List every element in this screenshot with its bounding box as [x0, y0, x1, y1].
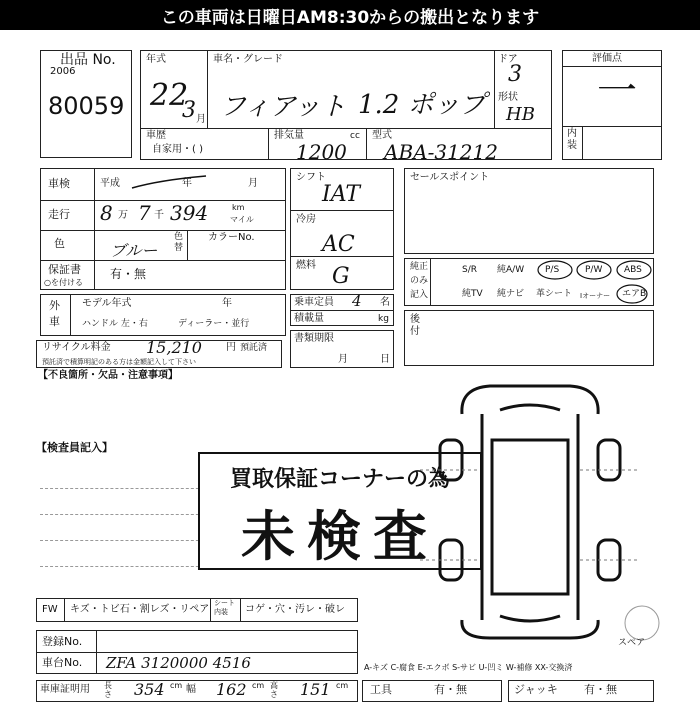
warranty-label: 保証書	[48, 263, 81, 276]
equipment-row2-5: エアB	[622, 289, 647, 299]
fw-items: キズ・トビ石・割レズ・リペア	[70, 604, 210, 615]
doors-label: ドア	[498, 54, 518, 65]
mileage-sen-unit: 千	[154, 210, 164, 221]
warranty-note: ○を付ける	[44, 278, 83, 287]
warranty-options: 有・無	[110, 267, 147, 281]
legend-text: A-キズ C-腐食 E-エクボ S-サビ U-凹ミ W-補修 XX-交換済	[364, 663, 573, 672]
displacement-value: 1200	[296, 140, 347, 164]
equipment-row1-1: S/R	[462, 265, 477, 275]
equipment-row1-4: P/W	[585, 265, 603, 275]
displacement-unit: cc	[350, 131, 360, 141]
height-cm: cm	[336, 681, 349, 690]
height-label: 高さ	[270, 681, 278, 699]
grade-value: 1.2 ポップ	[358, 90, 486, 120]
exterior-side-label: 外車	[49, 299, 60, 328]
cert-label: 車庫証明用	[40, 684, 90, 695]
rating-value: 一	[597, 68, 637, 114]
equipment-row1-3: P/S	[545, 265, 560, 275]
width-value: 162	[216, 680, 247, 699]
capacity-value: 4	[352, 292, 362, 310]
inspector-label: 【検査員記入】	[36, 441, 113, 454]
equipment-row2-4: Iオーナー	[580, 292, 611, 300]
recycle-deposit: 預託済	[240, 343, 268, 353]
aftermarket-label: 後付	[410, 314, 420, 337]
color-side-label: 色替	[174, 232, 184, 253]
inspection-label: 車検	[48, 177, 70, 190]
docs-limit-day: 日	[380, 354, 390, 365]
year-value: 22	[150, 78, 189, 113]
exterior-dealer: ディーラー・並行	[178, 319, 250, 329]
width-cm: cm	[252, 681, 265, 690]
registration-label: 登録No.	[42, 635, 83, 648]
model-label: 型式	[372, 130, 392, 141]
equipment-circles	[530, 258, 654, 306]
mileage-km: km	[232, 203, 245, 212]
exterior-year-unit: 年	[222, 298, 232, 309]
tools-options: 有・無	[434, 683, 467, 696]
inspection-strike-mark	[130, 172, 210, 192]
recycle-value: 15,210	[146, 338, 202, 357]
recycle-note: 預託済で積算明記のある方は金額記入して下さい	[42, 358, 196, 366]
jack-label: ジャッキ	[514, 683, 558, 696]
equipment-row1-5: ABS	[624, 265, 642, 275]
fw-seat-label: シート内装	[214, 599, 235, 616]
chassis-label: 車台No.	[42, 656, 83, 669]
inspection-month-unit: 月	[248, 178, 258, 189]
length-value: 354	[134, 680, 165, 699]
inspection-year-unit: 年	[182, 178, 192, 189]
name-label: 車名・グレード	[213, 54, 283, 65]
recycle-label: リサイクル料金	[42, 342, 111, 353]
car-diagram	[420, 380, 660, 644]
aircon-value: AC	[322, 232, 355, 257]
month-unit: 月	[196, 114, 206, 125]
equipment-side-label: 純正のみ記入	[410, 262, 429, 300]
shape-value: HB	[506, 104, 535, 125]
displacement-label: 排気量	[274, 130, 304, 141]
height-value: 151	[300, 680, 331, 699]
docs-limit-label: 書類期限	[294, 333, 334, 344]
width-label: 幅	[186, 684, 196, 695]
capacity-label: 乗車定員	[294, 297, 334, 308]
nenshiki-label: 年式	[146, 54, 166, 65]
equipment-row2-2: 純ナビ	[497, 289, 525, 299]
lot-label: 出品 No.	[60, 52, 116, 68]
equipment-row2-3: 革シート	[536, 289, 573, 299]
interior-label: 内装	[567, 128, 577, 151]
lot-number: 80059	[48, 92, 125, 120]
fw-items2: コゲ・穴・汚レ・破レ	[245, 604, 345, 615]
equipment-row1-2: 純A/W	[497, 265, 525, 275]
month-value: 3	[182, 98, 196, 123]
shape-label: 形状	[498, 92, 518, 103]
history-value: 自家用・( )	[152, 144, 203, 155]
load-unit: kg	[378, 314, 389, 324]
fuel-label: 燃料	[296, 260, 316, 271]
model-value: ABA-31212	[384, 140, 498, 164]
name-value: フィアット	[220, 92, 347, 122]
exterior-model-year: モデル年式	[82, 298, 132, 309]
load-label: 積載量	[294, 313, 324, 324]
color-no-label: カラーNo.	[208, 232, 255, 243]
defects-label: 【不良箇所・欠品・注意事項】	[38, 370, 178, 381]
mileage-label: 走行	[48, 208, 70, 221]
recycle-unit: 円	[226, 342, 236, 353]
mileage-mile: マイル	[230, 215, 254, 224]
doors-value: 3	[508, 62, 522, 87]
aircon-label: 冷房	[296, 214, 316, 225]
shift-label: シフト	[296, 172, 326, 183]
capacity-unit: 名	[380, 297, 390, 308]
fw-label: FW	[42, 604, 58, 615]
history-label: 車歴	[146, 130, 166, 141]
tools-label: 工具	[370, 683, 392, 696]
header-banner-text: この車両は日曜日AM8:30からの搬出となります	[160, 8, 540, 28]
exterior-handle: ハンドル 左・右	[82, 319, 148, 329]
inspection-era: 平成	[100, 178, 120, 189]
color-value: ブルー	[110, 241, 158, 260]
mileage-man-unit: 万	[118, 210, 128, 221]
shift-value: IAT	[322, 182, 361, 207]
sales-point-label: セールスポイント	[410, 172, 490, 183]
jack-options: 有・無	[584, 683, 617, 696]
fuel-value: G	[332, 264, 350, 289]
stamp-line1: 買取保証コーナーの為	[229, 467, 450, 492]
mileage-rest: 394	[170, 201, 209, 225]
lot-year: 2006	[50, 66, 76, 77]
mileage-sen: 7	[138, 201, 151, 225]
chassis-value: ZFA 3120000 4516	[106, 654, 251, 672]
spare-label: スペア	[618, 638, 646, 648]
length-label: 長さ	[104, 681, 112, 699]
stamp-line2: 未検査	[241, 505, 439, 568]
length-cm: cm	[170, 681, 183, 690]
aftermarket-box	[404, 310, 654, 366]
mileage-man: 8	[100, 201, 113, 225]
color-label: 色	[54, 237, 65, 250]
docs-limit-month: 月	[338, 354, 348, 365]
rating-label: 評価点	[592, 53, 622, 64]
equipment-row2-1: 純TV	[462, 289, 483, 299]
